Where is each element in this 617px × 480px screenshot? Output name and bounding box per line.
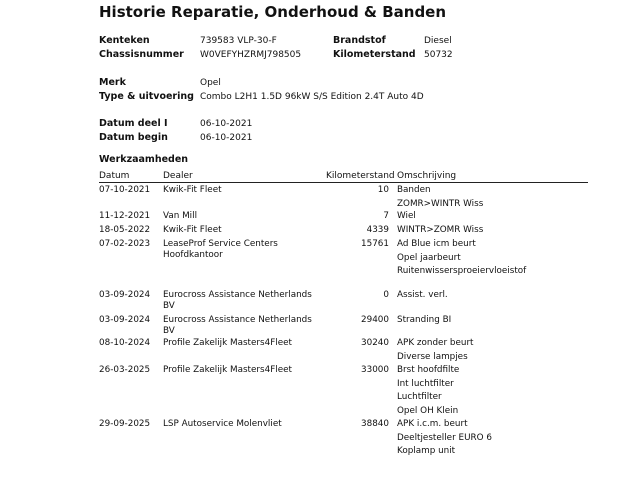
row-omschrijving: Ruitenwissersproeiervloeistof [397,266,527,276]
type-value: Combo L2H1 1.5D 96kW S/S Edition 2.4T Auto 4D [200,92,424,102]
row-omschrijving: Stranding BI [397,315,452,325]
kilometerstand-value: 50732 [424,50,453,60]
kenteken-label: Kenteken [99,35,150,46]
row-dealer: Eurocross Assistance Netherlands [163,315,312,325]
row-dealer: LeaseProf Service Centers [163,239,278,249]
datum-begin-value: 06-10-2021 [200,133,253,143]
row-kilometerstand: 38840 [361,419,389,429]
type-label: Type & uitvoering [99,91,194,102]
row-datum: 07-02-2023 [99,239,151,249]
chassis-value: W0VEFYHZRMJ798505 [200,50,302,60]
row-dealer: BV [163,325,175,336]
row-kilometerstand: 10 [377,185,389,195]
row-omschrijving: APK i.c.m. beurt [397,419,468,429]
col-header-kilometerstand: Kilometerstand [326,171,395,181]
row-kilometerstand: 4339 [366,225,389,235]
row-omschrijving: Opel jaarbeurt [397,252,461,263]
row-dealer: Profile Zakelijk Masters4Fleet [163,338,292,348]
row-omschrijving: APK zonder beurt [397,338,474,348]
col-header-datum: Datum [99,171,130,181]
row-omschrijving: Koplamp unit [397,446,456,456]
merk-label: Merk [99,77,126,88]
row-datum: 03-09-2024 [99,290,151,300]
row-datum: 26-03-2025 [99,365,151,375]
merk-value: Opel [200,78,221,88]
datum-deel-label: Datum deel I [99,118,168,129]
row-omschrijving: Luchtfilter [397,392,442,402]
row-omschrijving: Assist. verl. [397,290,448,300]
row-dealer: BV [163,300,175,311]
row-omschrijving: Int luchtfilter [397,378,454,389]
row-datum: 29-09-2025 [99,419,151,429]
brandstof-label: Brandstof [333,35,386,46]
datum-deel-value: 06-10-2021 [200,119,253,129]
row-kilometerstand: 29400 [361,315,389,325]
row-kilometerstand: 0 [383,290,389,300]
row-datum: 18-05-2022 [99,225,151,235]
row-omschrijving: Wiel [397,211,416,221]
brandstof-value: Diesel [424,36,452,46]
row-omschrijving: Brst hoofdfilte [397,365,460,375]
col-header-dealer: Dealer [163,171,193,181]
chassis-label: Chassisnummer [99,49,184,60]
row-omschrijving: Diverse lampjes [397,351,468,362]
kenteken-value: 739583 VLP-30-F [200,36,277,46]
werkzaamheden-title: Werkzaamheden [99,154,189,165]
row-omschrijving: Ad Blue icm beurt [397,239,476,249]
row-kilometerstand: 33000 [361,365,389,375]
row-dealer: Profile Zakelijk Masters4Fleet [163,365,292,375]
datum-begin-label: Datum begin [99,132,168,143]
row-dealer: Eurocross Assistance Netherlands [163,290,312,300]
row-dealer: Kwik-Fit Fleet [163,185,222,195]
row-omschrijving: Banden [397,185,431,195]
kilometerstand-label: Kilometerstand [333,49,416,60]
row-datum: 08-10-2024 [99,338,151,348]
row-kilometerstand: 15761 [361,239,389,249]
row-omschrijving: WINTR>ZOMR Wiss [397,225,484,235]
row-datum: 07-10-2021 [99,185,151,195]
header-divider [99,182,588,183]
row-dealer: Kwik-Fit Fleet [163,225,222,235]
row-omschrijving: Opel OH Klein [397,405,459,416]
row-dealer: Van Mill [163,211,198,221]
row-omschrijving: ZOMR>WINTR Wiss [397,198,484,209]
row-omschrijving: Deeltjesteller EURO 6 [397,432,492,443]
page-title: Historie Reparatie, Onderhoud & Banden [99,3,447,21]
row-datum: 03-09-2024 [99,315,151,325]
row-dealer: Hoofdkantoor [163,249,223,260]
col-header-omschrijving: Omschrijving [397,171,457,181]
row-datum: 11-12-2021 [99,211,151,221]
row-kilometerstand: 7 [383,211,389,221]
row-kilometerstand: 30240 [361,338,389,348]
row-dealer: LSP Autoservice Molenvliet [163,419,282,429]
